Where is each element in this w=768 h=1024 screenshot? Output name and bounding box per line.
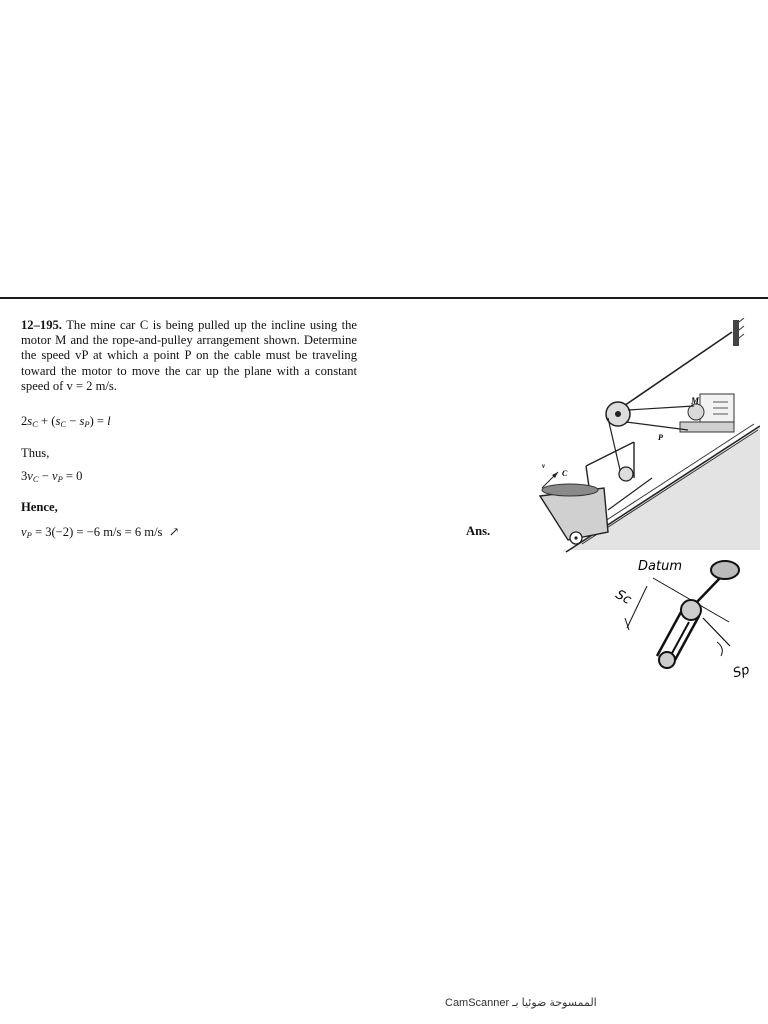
- motor-label: M: [691, 396, 700, 406]
- sc-label: Sc: [612, 587, 634, 608]
- lower-pulley: [619, 467, 633, 481]
- equation-velocity: $3v_C - v_P = 0$: [21, 469, 83, 484]
- incline-figure: [528, 318, 760, 558]
- point-p-label: P: [658, 433, 663, 442]
- motor-platform: [680, 422, 734, 432]
- velocity-label: v: [542, 462, 546, 470]
- sketch-lower-pulley: [659, 652, 675, 668]
- car-label: C: [562, 469, 568, 478]
- anchor-sketch: [711, 561, 739, 579]
- hence-label: Hence,: [21, 500, 58, 514]
- car-load: [542, 484, 598, 496]
- answer-label: Ans.: [466, 524, 491, 538]
- problem-statement: [21, 318, 357, 394]
- page-divider: [0, 297, 768, 299]
- datum-label: Datum: [638, 559, 682, 574]
- problem-text: The mine car C is being pulled up the incline using the motor M and the rope-and-pulley arrangement shown. Determine the speed vP at which a point P on the cable must be traveling toward the motor to move the car up the plane with a constant speed of v = 2 m/s.: [21, 318, 358, 393]
- sp-label: Sp: [731, 662, 752, 682]
- thus-label: Thus,: [21, 446, 50, 460]
- wall-anchor: [733, 320, 739, 346]
- equation-answer: $v_P = 3(-2) = -6$ m/s = 6 m/s ↗: [21, 525, 180, 540]
- camscanner-footer: CamScanner الممسوحة ضوئيا بـ: [445, 997, 597, 1009]
- equation-position: $2s_C + (s_C - s_P) = l$: [21, 414, 111, 429]
- problem-number: 12–195.: [21, 318, 62, 332]
- datum-sketch: [605, 548, 765, 688]
